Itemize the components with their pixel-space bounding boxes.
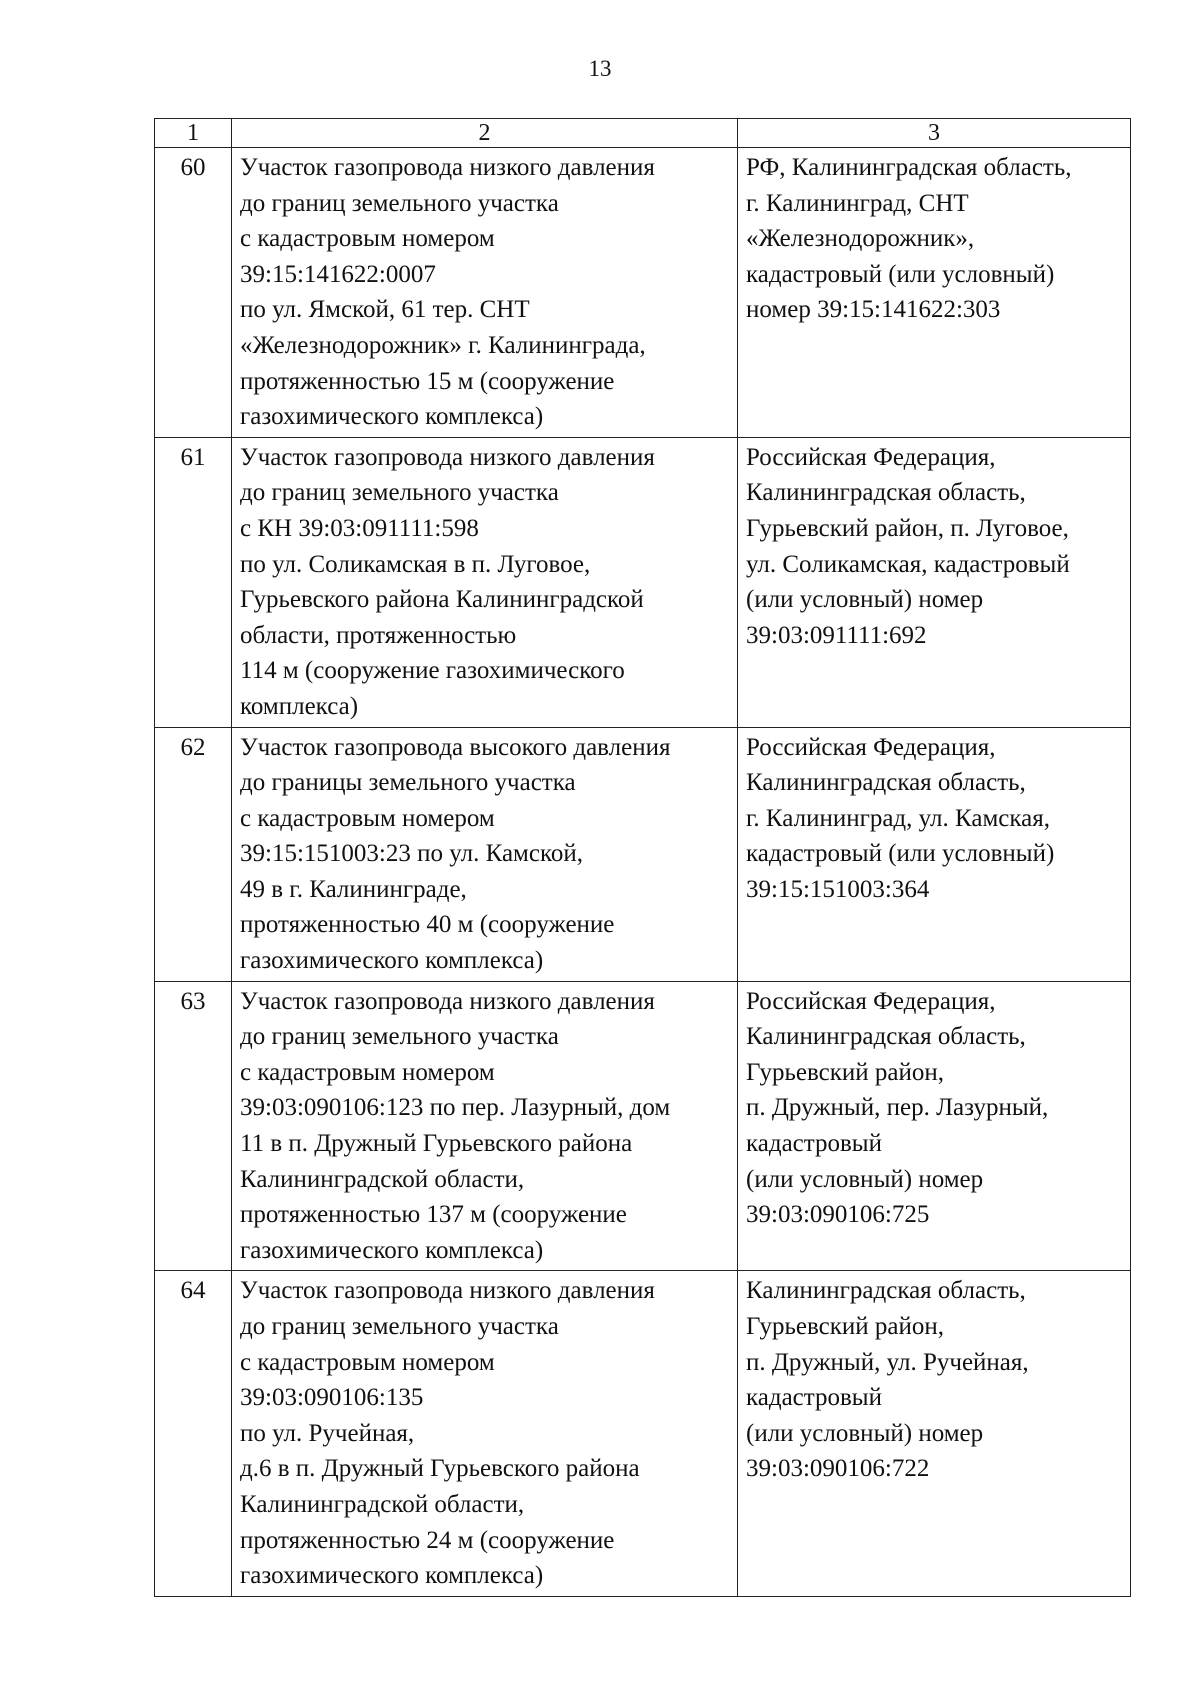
object-description-cell bbox=[232, 437, 738, 727]
object-description-line: по ул. Ямской, 61 тер. СНТ bbox=[240, 296, 530, 324]
object-description-line: газохимического комплекса) bbox=[240, 1562, 544, 1590]
row-number: 61 bbox=[155, 437, 232, 727]
object-address-line: кадастровый (или условный) bbox=[746, 260, 1055, 288]
object-description-line: до границ земельного участка bbox=[240, 1313, 559, 1340]
object-address-cell bbox=[738, 727, 1131, 981]
row-number: 63 bbox=[155, 981, 232, 1271]
object-description-line: Участок газопровода высокого давления bbox=[240, 733, 671, 761]
object-description-cell bbox=[232, 727, 738, 981]
object-address-line: Калининградская область, bbox=[746, 1277, 1026, 1305]
object-address-line: РФ, Калининградская область, bbox=[746, 154, 1072, 181]
row-number: 62 bbox=[155, 727, 232, 981]
object-address-line: Российская Федерация, bbox=[746, 987, 996, 1015]
object-description-line: 39:03:090106:123 по пер. Лазурный, дом bbox=[240, 1094, 671, 1122]
object-description-line: «Железнодорожник» г. Калининграда, bbox=[240, 331, 646, 359]
object-description-cell bbox=[232, 1271, 738, 1596]
object-description-line: с кадастровым номером bbox=[240, 1348, 495, 1376]
object-description-line: протяженностью 40 м (сооружение bbox=[240, 911, 615, 939]
object-description-line: 11 в п. Дружный Гурьевского района bbox=[240, 1130, 633, 1158]
object-address-line: Калининградская область, bbox=[746, 1023, 1026, 1051]
object-description-line: 39:15:141622:0007 bbox=[240, 260, 436, 288]
object-description-line: 39:15:151003:23 по ул. Камской, bbox=[240, 840, 583, 868]
table-row bbox=[155, 148, 1131, 438]
objects-table bbox=[154, 118, 1131, 1597]
object-address-line: Гурьевский район, bbox=[746, 1313, 945, 1340]
object-address-line: (или условный) номер bbox=[746, 586, 984, 614]
object-address-line: 39:03:090106:722 bbox=[746, 1455, 930, 1483]
object-address-line: кадастровый (или условный) bbox=[746, 840, 1055, 868]
object-address-line: Российская Федерация, bbox=[746, 733, 996, 761]
object-description-line: Калининградской области, bbox=[240, 1490, 525, 1518]
object-description-line: области, протяженностью bbox=[240, 621, 517, 649]
object-address-cell bbox=[738, 1271, 1131, 1596]
object-address-line: (или условный) номер bbox=[746, 1419, 984, 1447]
object-description-line: протяженностью 137 м (сооружение bbox=[240, 1201, 627, 1229]
table-row bbox=[155, 437, 1131, 727]
column-header-3: 3 bbox=[738, 119, 1131, 148]
object-description-line: до границ земельного участка bbox=[240, 1023, 559, 1051]
object-address-line: г. Калининград, СНТ bbox=[746, 189, 969, 217]
object-address-line: 39:03:091111:692 bbox=[746, 621, 927, 649]
object-description-line: Участок газопровода низкого давления bbox=[240, 154, 655, 181]
object-description-line: 39:03:090106:135 bbox=[240, 1384, 424, 1412]
object-address-line: кадастровый bbox=[746, 1384, 882, 1412]
object-description-line: Участок газопровода низкого давления bbox=[240, 443, 655, 471]
object-address-cell bbox=[738, 981, 1131, 1271]
object-description-line: протяженностью 15 м (сооружение bbox=[240, 367, 615, 395]
table-row bbox=[155, 727, 1131, 981]
object-description-line: с кадастровым номером bbox=[240, 1058, 495, 1086]
object-address-line: Гурьевский район, п. Луговое, bbox=[746, 514, 1069, 542]
table-header-row bbox=[155, 119, 1131, 148]
object-address-line: Калининградская область, bbox=[746, 769, 1026, 797]
object-description-line: с КН 39:03:091111:598 bbox=[240, 514, 479, 542]
object-address-line: п. Дружный, ул. Ручейная, bbox=[746, 1348, 1029, 1376]
object-description-line: по ул. Ручейная, bbox=[240, 1419, 415, 1447]
object-address-line: Калининградская область, bbox=[746, 479, 1026, 507]
object-description-line: газохимического комплекса) bbox=[240, 403, 544, 431]
object-description-line: 49 в г. Калининграде, bbox=[240, 875, 467, 903]
object-description-line: до границ земельного участка bbox=[240, 479, 559, 507]
object-address-line: г. Калининград, ул. Камская, bbox=[746, 804, 1051, 832]
object-address-line: 39:03:090106:725 bbox=[746, 1201, 930, 1229]
object-description-line: Калининградской области, bbox=[240, 1165, 525, 1193]
object-description-line: комплекса) bbox=[240, 692, 359, 720]
table-body bbox=[155, 148, 1131, 1597]
object-description-line: с кадастровым номером bbox=[240, 225, 495, 253]
table-row bbox=[155, 981, 1131, 1271]
object-address-line: Гурьевский район, bbox=[746, 1058, 945, 1086]
column-header-2: 2 bbox=[232, 119, 738, 148]
object-description-line: до границы земельного участка bbox=[240, 769, 576, 797]
object-address-line: Российская Федерация, bbox=[746, 443, 996, 471]
column-header-1: 1 bbox=[155, 119, 232, 148]
object-description-line: с кадастровым номером bbox=[240, 804, 495, 832]
object-address-line: «Железнодорожник», bbox=[746, 225, 975, 253]
object-description-line: протяженностью 24 м (сооружение bbox=[240, 1526, 615, 1554]
row-number: 64 bbox=[155, 1271, 232, 1596]
page-number: 13 bbox=[588, 56, 612, 81]
object-description-line: газохимического комплекса) bbox=[240, 1236, 544, 1264]
object-description-line: газохимического комплекса) bbox=[240, 947, 544, 975]
object-address-line: кадастровый bbox=[746, 1130, 882, 1158]
object-description-line: по ул. Соликамская в п. Луговое, bbox=[240, 550, 591, 578]
row-number: 60 bbox=[155, 148, 232, 438]
table-row bbox=[155, 1271, 1131, 1596]
object-address-line: номер 39:15:141622:303 bbox=[746, 296, 1001, 324]
object-description-cell bbox=[232, 981, 738, 1271]
object-description-line: до границ земельного участка bbox=[240, 189, 559, 217]
object-address-line: 39:15:151003:364 bbox=[746, 875, 930, 903]
object-description-line: Участок газопровода низкого давления bbox=[240, 987, 655, 1015]
object-address-line: ул. Соликамская, кадастровый bbox=[746, 550, 1070, 578]
object-description-line: Гурьевского района Калининградской bbox=[240, 586, 644, 614]
object-address-cell bbox=[738, 437, 1131, 727]
object-description-line: Участок газопровода низкого давления bbox=[240, 1277, 655, 1305]
object-address-line: (или условный) номер bbox=[746, 1165, 984, 1193]
object-description-line: 114 м (сооружение газохимического bbox=[240, 657, 625, 685]
object-description-cell bbox=[232, 148, 738, 438]
object-address-line: п. Дружный, пер. Лазурный, bbox=[746, 1094, 1049, 1122]
object-address-cell bbox=[738, 148, 1131, 438]
object-description-line: д.6 в п. Дружный Гурьевского района bbox=[240, 1455, 640, 1483]
